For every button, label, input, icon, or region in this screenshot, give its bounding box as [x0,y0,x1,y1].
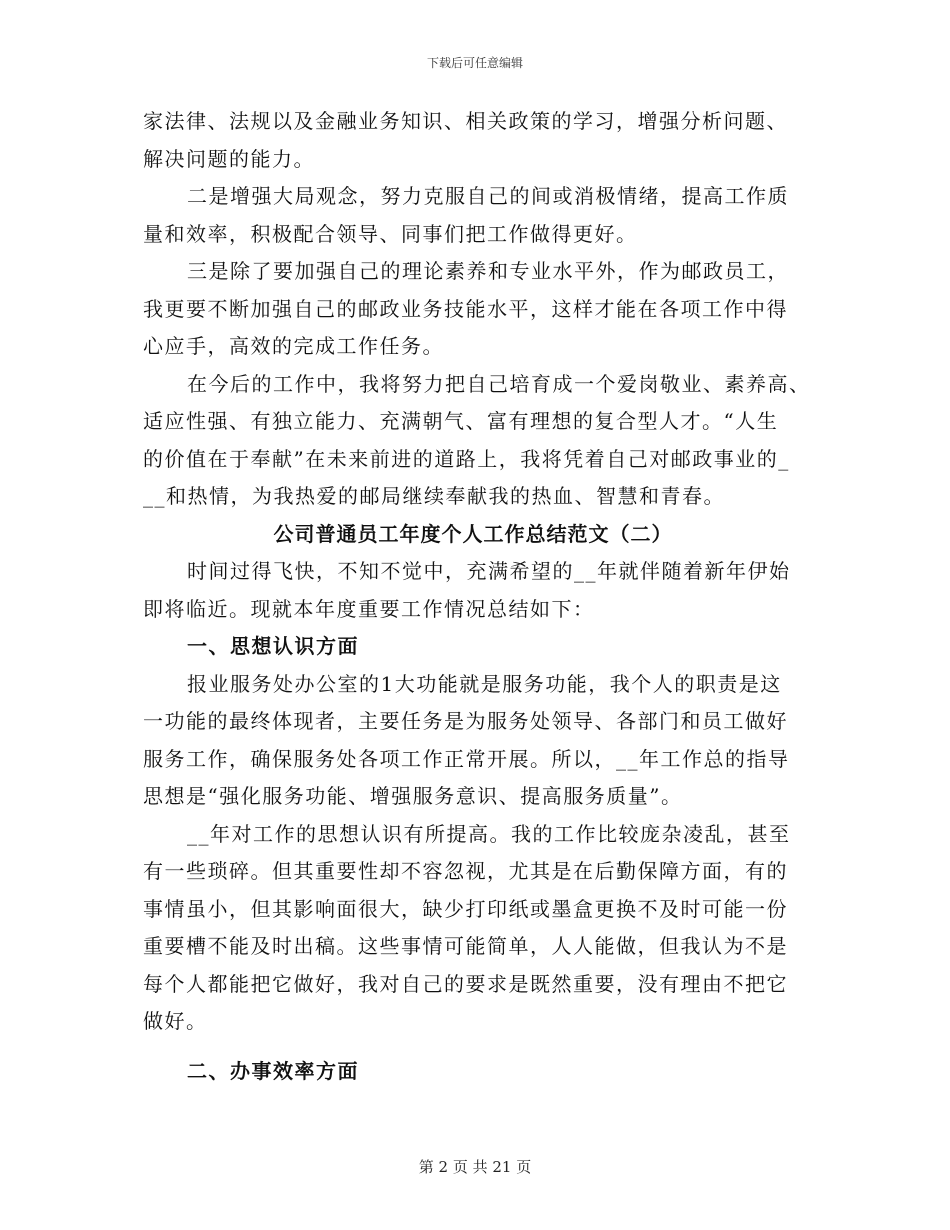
paragraph-line: 一功能的最终体现者，主要任务是为服务处领导、各部门和员工做好 [143,709,788,733]
paragraph-line: 时间过得飞快，不知不觉中，充满希望的__年就伴随着新年伊始 [187,559,791,583]
paragraph-line: 思想是“强化服务功能、增强服务意识、提高服务质量”。 [143,784,683,808]
paragraph-line: 心应手，高效的完成工作任务。 [143,334,444,358]
paragraph-line: 报业服务处办公室的1大功能就是服务功能，我个人的职责是这 [187,671,782,696]
paragraph-line: 服务工作，确保服务处各项工作正常开展。所以，__年工作总的指导 [143,746,790,771]
subsection-heading: 二、办事效率方面 [187,1058,359,1083]
paragraph-line: 即将临近。现就本年度重要工作情况总结如下： [143,596,595,621]
document-body [143,103,811,1090]
paragraph-line: 三是除了要加强自己的理论素养和专业水平外，作为邮政员工， [187,259,789,283]
page-number: 第 2 页 共 21 页 [418,1158,532,1176]
paragraph-line: 二是增强大局观念，努力克服自己的间或消极情绪，提高工作质 [187,184,789,208]
section-title: 公司普通员工年度个人工作总结范文（二） [273,521,673,546]
paragraph-line: 我更要不断加强自己的邮政业务技能水平，这样才能在各项工作中得 [143,296,788,321]
paragraph-line: 家法律、法规以及金融业务知识、相关政策的学习，增强分析问题、 [143,109,788,133]
paragraph-line: 做好。 [143,1009,208,1033]
subsection-heading: 一、思想认识方面 [187,634,359,658]
spacer [143,1041,803,1053]
paragraph-line: __年对工作的思想认识有所提高。我的工作比较庞杂凌乱，甚至 [187,821,791,846]
paragraph-line: __和热情，为我热爱的邮局继续奉献我的热血、智慧和青春。 [143,484,725,508]
paragraph-line: 有一些琐碎。但其重要性却不容忽视，尤其是在后勤保障方面，有的 [143,859,788,883]
paragraph-line: 在今后的工作中，我将努力把自己培育成一个爱岗敬业、素养高、 [187,371,811,396]
paragraph-line: 量和效率，积极配合领导、同事们把工作做得更好。 [143,221,638,246]
page-header: 下载后可任意编辑 [426,56,523,70]
paragraph-line: 重要槽不能及时出稿。这些事情可能简单，人人能做，但我认为不是 [143,934,788,958]
paragraph-line: 适应性强、有独立能力、充满朝气、富有理想的复合型人才。“人生 [143,409,779,433]
paragraph-line: 每个人都能把它做好，我对自己的要求是既然重要，没有理由不把它 [143,971,788,996]
paragraph-line: 事情虽小，但其影响面很大，缺少打印纸或墨盒更换不及时可能一份 [143,896,788,921]
paragraph-line: 解决问题的能力。 [143,146,315,171]
paragraph-line: 的价值在于奉献”在未来前进的道路上，我将凭着自己对邮政事业的_ [143,446,790,471]
